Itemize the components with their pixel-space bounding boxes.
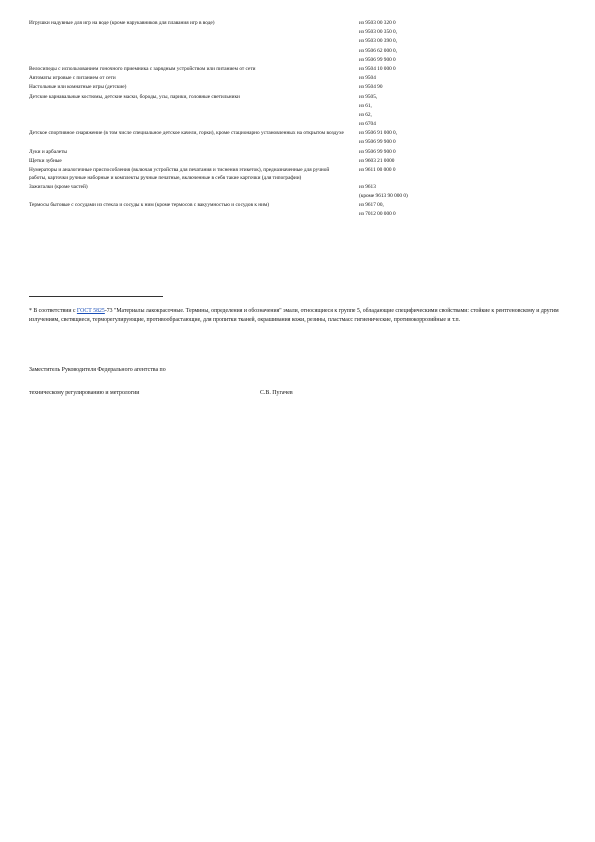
tn-ved-code: из 9506 99 900 0 — [359, 139, 396, 146]
tn-ved-codes — [353, 183, 559, 201]
table-row — [29, 166, 559, 183]
table-row — [29, 74, 559, 83]
tn-ved-codes — [353, 74, 559, 83]
footnote-prefix: В соответствии с — [31, 308, 77, 314]
product-description: Игрушки надувные для игр на воде (кроме нарукавников для плавания игр в воде) — [29, 20, 215, 26]
product-description: Автоматы игровые с питанием от сети — [29, 75, 116, 82]
table-row — [29, 19, 559, 65]
tn-ved-code: из 9506 99 900 0 — [359, 56, 396, 63]
tn-ved-code: из 9603 21 0000 — [359, 157, 395, 164]
tn-ved-codes — [353, 129, 559, 147]
tn-ved-code: из 9504 — [359, 75, 376, 82]
signatory-name: С.В. Пугачев — [260, 390, 293, 396]
tn-ved-code: из 9611 00 000 0 — [359, 167, 396, 173]
signature-title-line-2 — [29, 390, 293, 396]
tn-ved-code: из 62, — [359, 111, 372, 118]
footnote-marker: * — [29, 308, 32, 314]
tn-ved-code: (кроме 9613 90 000 0) — [359, 192, 408, 199]
table-row — [29, 65, 559, 74]
tn-ved-codes — [353, 83, 559, 92]
footnote-text: -73 "Материалы лакокрасочные. Термины, определения и обозначения" эмали, относящиеся к группе 5, обладающие специфическими свойствами: стойкие к рентгеновскому и другим излучениям, светящиеся, терморегулирующие, противообрастающие, для пропитки тканей, окрашивания кожи, резины, пластмасс гигиенические, противокоррозийные и т.п. — [29, 308, 559, 324]
table-row — [29, 148, 559, 157]
product-description: Настольные или комнатные игры (детские) — [29, 84, 127, 91]
footnote-separator — [29, 296, 163, 297]
product-description: Термосы бытовые с сосудами из стекла и сосуды к ним (кроме термосов с вакуумностью и сосудов к ним) — [29, 201, 270, 208]
table-row — [29, 83, 559, 92]
product-description: Щетки зубные — [29, 157, 62, 164]
tn-ved-code: из 9505, — [359, 93, 378, 100]
footnote — [29, 307, 569, 325]
tn-ved-code: из 9613 — [359, 183, 376, 190]
codes-table — [29, 19, 559, 219]
tn-ved-code: из 9503 00 320 0 — [359, 20, 396, 26]
tn-ved-code: из 9506 62 000 0, — [359, 47, 398, 54]
tn-ved-code: из 6704 — [359, 121, 376, 128]
table-row — [29, 93, 559, 130]
tn-ved-code: из 9506 99 900 0 — [359, 148, 396, 155]
tn-ved-codes — [353, 19, 559, 65]
tn-ved-codes — [353, 93, 559, 130]
product-description: Велосипеды с использованием гоночного приемника с зарядным устройством или питанием от сети — [29, 65, 256, 72]
table-row — [29, 183, 559, 201]
signature-title-line-2-text: техническому регулированию и метрологии — [29, 390, 140, 396]
tn-ved-codes — [353, 148, 559, 157]
codes-table-body — [29, 19, 559, 219]
tn-ved-codes — [353, 157, 559, 166]
table-row — [29, 157, 559, 166]
tn-ved-code: из 9503 00 350 0, — [359, 29, 398, 36]
product-description: Детские карнавальные костюмы, детские маски, бороды, усы, парики, головные светильники — [29, 93, 240, 100]
table-row — [29, 129, 559, 147]
tn-ved-code: из 7012 00 000 0 — [359, 211, 396, 218]
product-description: Детское спортивное снаряжение (в том числе специальное детское качели, горки), кроме стационарно установленных на открытом воздухе — [29, 130, 344, 137]
table-row — [29, 201, 559, 219]
tn-ved-codes — [353, 166, 559, 183]
tn-ved-codes — [353, 201, 559, 219]
tn-ved-code: из 9503 00 390 0, — [359, 38, 398, 45]
tn-ved-code: из 9504 90 — [359, 84, 383, 91]
tn-ved-code: из 9504 10 000 0 — [359, 65, 396, 72]
product-description: Луки и арбалеты — [29, 148, 67, 155]
tn-ved-codes — [353, 65, 559, 74]
product-description: Нумераторы и аналогичные приспособления (включая устройства для печатания и тиснения этикеток), предназначенные для ручной работы, карточки ручные наборные и комплекты ручные печатные, включенные в себя такие карточки (для типографии) — [29, 167, 330, 182]
product-description: Зажигалки (кроме частей) — [29, 183, 88, 190]
tn-ved-code: из 61, — [359, 102, 372, 109]
tn-ved-code: из 9506 91 000 0, — [359, 130, 398, 137]
tn-ved-code: из 9617 00, — [359, 201, 384, 208]
signature-title-line-1: Заместитель Руководителя Федерального агентства по — [29, 367, 166, 373]
gost-link[interactable]: ГОСТ 5825 — [76, 308, 105, 314]
